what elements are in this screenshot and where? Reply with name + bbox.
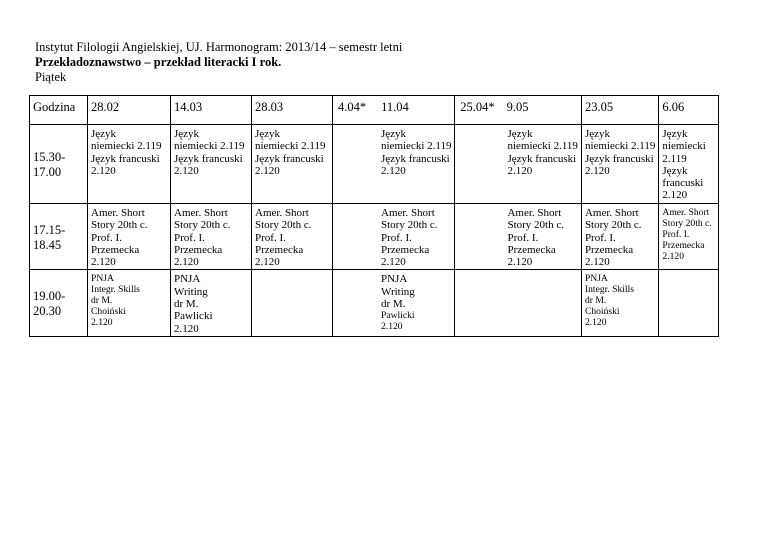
cell-text: francuski — [662, 177, 704, 190]
cell-text: 2.120 — [381, 256, 406, 269]
empty-cell — [455, 270, 581, 336]
cell-text: Prof. I. — [507, 231, 539, 244]
empty-cell — [659, 270, 719, 336]
cell-text: 2.119 — [662, 152, 687, 165]
cell-text: Przemecka — [255, 243, 304, 256]
cell-text: Story 20th c. — [507, 219, 564, 232]
cell-text: Przemecka — [584, 243, 634, 256]
cell-text: Amer. Short — [507, 207, 562, 219]
cell-text: niemiecki — [662, 140, 706, 153]
cell-text: 2.120 — [507, 164, 533, 177]
cell-text: Amer. Short — [381, 207, 435, 219]
class-cell — [333, 125, 455, 204]
class-cell — [171, 270, 252, 336]
column-header-date-pair — [333, 96, 455, 125]
cell-text: Story 20th c. — [174, 219, 231, 232]
cell-text: 2.120 — [174, 164, 199, 177]
cell-text: niemiecki 2.119 — [91, 140, 162, 153]
cell-text: Język — [174, 128, 200, 140]
cell-text: 2.120 — [381, 321, 403, 333]
cell-text: Język — [584, 128, 610, 140]
class-cell — [659, 204, 719, 270]
cell-text: 2.120 — [174, 322, 199, 335]
cell-text: Prof. I. — [662, 229, 690, 240]
cell-text: Prof. I. — [381, 231, 412, 244]
cell-text: Prof. I. — [255, 231, 286, 244]
schedule-row-15-30 — [30, 125, 719, 204]
cell-text: Przemecka — [381, 243, 430, 256]
cell-text: 2.120 — [662, 251, 684, 262]
column-header-date: 11.04 — [381, 100, 409, 114]
cell-text: Amer. Short — [91, 207, 145, 219]
class-cell — [252, 204, 333, 270]
cell-text: 2.120 — [584, 317, 607, 329]
cell-text: Język — [91, 128, 117, 140]
program-title: Przekładoznawstwo – przekład literacki I rok. — [35, 55, 282, 69]
cell-text: Język francuski — [174, 152, 243, 165]
cell-text: Język francuski — [381, 152, 450, 165]
cell-text: 2.120 — [662, 189, 688, 202]
cell-text: Writing — [381, 285, 415, 298]
cell-text: 2.120 — [91, 164, 116, 177]
cell-text: niemiecki 2.119 — [255, 140, 326, 153]
cell-text: Język francuski — [255, 152, 324, 165]
cell-text: Język — [255, 128, 281, 140]
class-cell — [581, 270, 658, 336]
schedule-row-19-00 — [30, 270, 719, 336]
cell-text: PNJA — [174, 273, 201, 286]
empty-cell — [252, 270, 333, 336]
cell-text: dr M. — [174, 298, 199, 311]
class-cell — [252, 125, 333, 204]
class-cell — [88, 204, 171, 270]
cell-text: Writing — [174, 285, 208, 298]
column-header-date: 4.04* — [337, 100, 367, 114]
cell-text: 2.120 — [584, 256, 610, 269]
cell-text: Integr. Skills — [91, 284, 141, 296]
class-cell — [333, 204, 455, 270]
cell-text: 2.120 — [381, 164, 406, 177]
cell-text: Prof. I. — [174, 231, 205, 244]
cell-text: Story 20th c. — [91, 219, 148, 232]
cell-text: Język francuski — [584, 152, 654, 165]
cell-text: Story 20th c. — [381, 219, 438, 232]
cell-text: Story 20th c. — [662, 218, 712, 229]
cell-text: 2.120 — [584, 164, 610, 177]
cell-text: Choiński — [584, 306, 620, 318]
cell-text: Przemecka — [662, 240, 705, 251]
cell-text: Integr. Skills — [584, 284, 634, 296]
cell-text: Język — [662, 128, 688, 140]
cell-text: 2.120 — [174, 256, 199, 269]
column-header-date: 23.05 — [581, 96, 658, 125]
class-cell — [455, 204, 581, 270]
class-cell — [333, 270, 455, 336]
class-cell — [171, 204, 252, 270]
cell-text: 2.120 — [91, 256, 116, 269]
class-cell — [171, 125, 252, 204]
cell-text: PNJA — [584, 273, 608, 285]
cell-text: dr M. — [91, 295, 113, 307]
time-slot: 17.15- 18.45 — [30, 204, 88, 270]
document-header — [35, 40, 402, 85]
schedule-row-17-15 — [30, 204, 719, 270]
cell-text: Język francuski — [507, 152, 577, 165]
cell-text: Prof. I. — [584, 231, 616, 244]
cell-text: Amer. Short — [174, 207, 228, 219]
class-cell — [581, 204, 658, 270]
cell-text: dr M. — [584, 295, 607, 307]
column-header-date: 6.06 — [659, 96, 719, 125]
weekday-label: Piątek — [35, 70, 67, 84]
time-slot: 15.30- 17.00 — [30, 125, 88, 204]
column-header-godzina: Godzina — [30, 96, 88, 125]
cell-text: 2.120 — [255, 256, 280, 269]
cell-text: 2.120 — [91, 317, 113, 329]
cell-text: niemiecki 2.119 — [174, 140, 245, 153]
institute-line: Instytut Filologii Angielskiej, UJ. Harmonogram: 2013/14 – semestr letni — [35, 40, 403, 54]
column-header-date-pair — [455, 96, 581, 125]
cell-text: PNJA — [91, 273, 114, 285]
column-header-date: 28.03 — [252, 96, 333, 125]
cell-text: Amer. Short — [662, 207, 710, 218]
cell-text: Story 20th c. — [584, 219, 642, 232]
class-cell — [659, 125, 719, 204]
cell-text: niemiecki 2.119 — [584, 140, 656, 153]
cell-text: Język — [507, 128, 533, 140]
cell-text: Choiński — [91, 306, 126, 318]
cell-text: niemiecki 2.119 — [507, 140, 578, 153]
cell-text: niemiecki 2.119 — [381, 140, 452, 153]
header-row — [30, 96, 719, 125]
cell-text: 2.120 — [507, 256, 533, 269]
time-slot: 19.00- 20.30 — [30, 270, 88, 336]
cell-text: Przemecka — [174, 243, 223, 256]
cell-text: PNJA — [381, 273, 408, 286]
cell-text: Język — [662, 164, 688, 177]
cell-text: Prof. I. — [91, 231, 122, 244]
cell-text: Przemecka — [91, 243, 140, 256]
cell-text: Story 20th c. — [255, 219, 312, 232]
column-header-date: 28.02 — [88, 96, 171, 125]
cell-text: 2.120 — [255, 164, 280, 177]
cell-text: dr M. — [381, 298, 406, 311]
cell-text: Amer. Short — [584, 207, 639, 219]
cell-text: Język — [381, 128, 407, 140]
class-cell — [581, 125, 658, 204]
cell-text: Pawlicki — [174, 310, 213, 323]
column-header-date: 25.04* — [460, 100, 495, 114]
cell-text: Język francuski — [91, 152, 160, 165]
class-cell — [88, 270, 171, 336]
column-header-date: 9.05 — [506, 100, 529, 114]
cell-text: Amer. Short — [255, 207, 309, 219]
column-header-date: 14.03 — [171, 96, 252, 125]
schedule-table — [29, 95, 719, 337]
class-cell — [455, 125, 581, 204]
cell-text: Przemecka — [507, 243, 556, 256]
cell-text: Pawlicki — [381, 310, 415, 322]
class-cell — [88, 125, 171, 204]
